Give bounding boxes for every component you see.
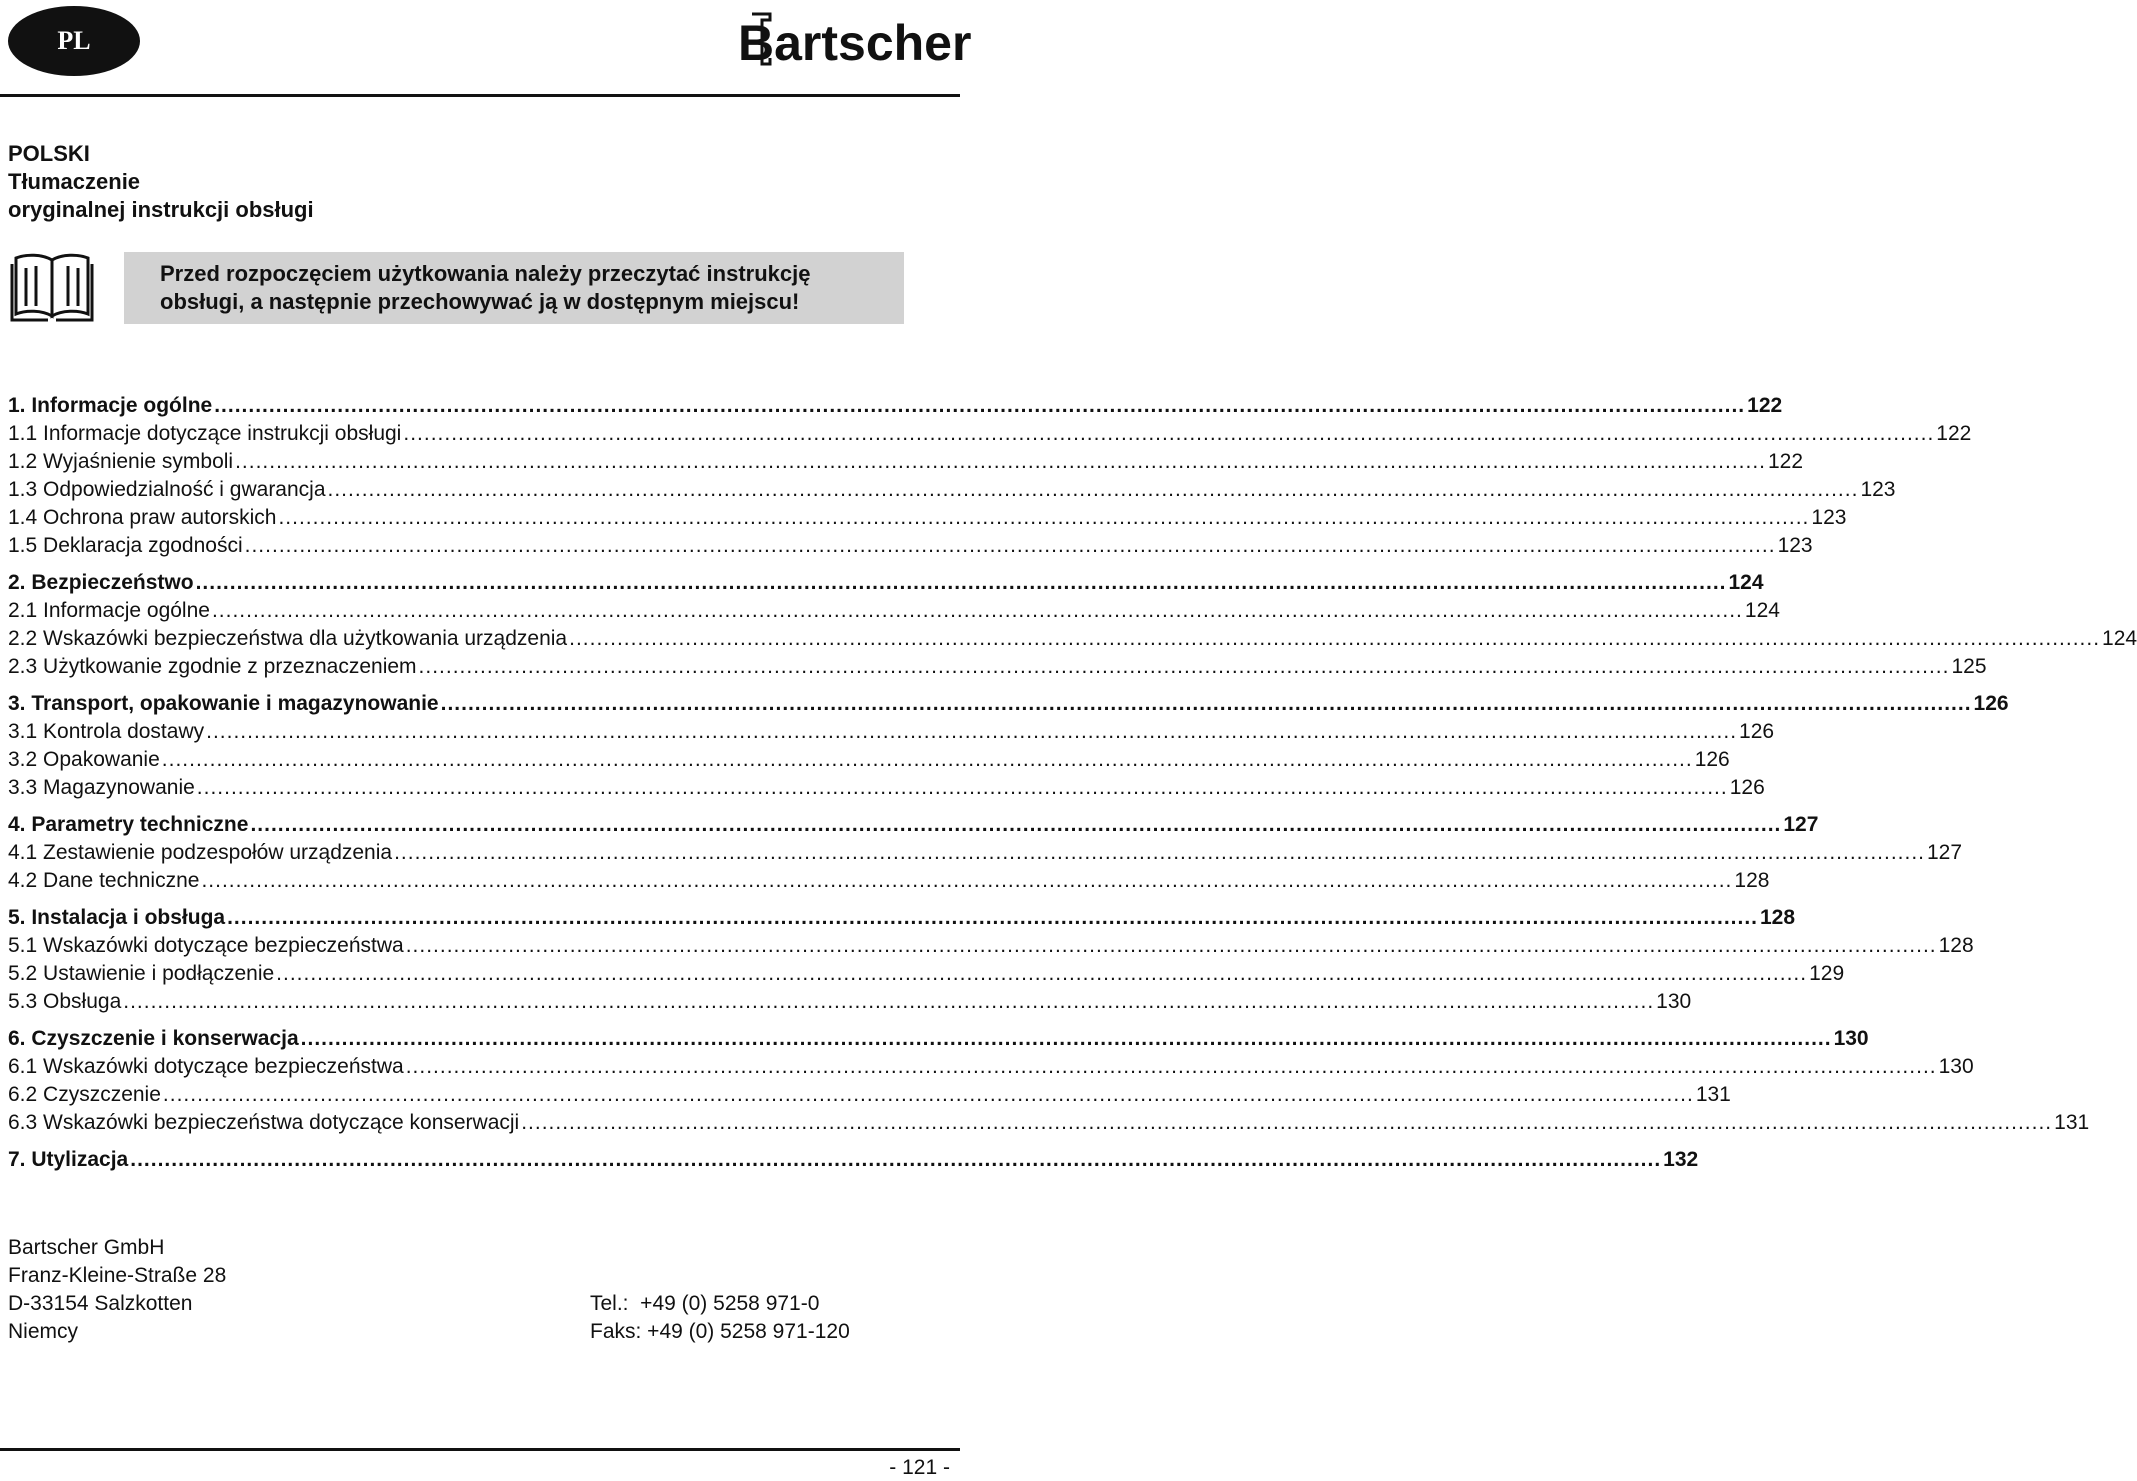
company-fax: Faks: +49 (0) 5258 971-120 bbox=[590, 1320, 850, 1343]
toc-entry-label: 5.3 Obsługa bbox=[8, 990, 122, 1013]
toc-section-row[interactable] bbox=[8, 960, 1845, 988]
toc-leader-dots bbox=[406, 932, 1937, 960]
footer-divider bbox=[0, 1448, 960, 1451]
title-translation: Tłumaczenie bbox=[8, 169, 141, 194]
toc-section-row[interactable] bbox=[8, 932, 1974, 960]
toc-leader-dots bbox=[130, 1146, 1661, 1174]
read-instructions-notice bbox=[124, 252, 904, 324]
table-of-contents bbox=[8, 392, 2137, 1174]
toc-section-row[interactable] bbox=[8, 867, 1770, 895]
toc-section-row[interactable] bbox=[8, 774, 1765, 802]
bartscher-logo bbox=[734, 10, 972, 71]
footer-row bbox=[8, 1262, 952, 1290]
toc-leader-dots bbox=[162, 746, 1693, 774]
toc-entry-label: 5.2 Ustawienie i podłączenie bbox=[8, 962, 275, 985]
toc-leader-dots bbox=[521, 1109, 2052, 1137]
toc-entry-page: 128 bbox=[1760, 906, 1796, 929]
toc-entry-label: 2.2 Wskazówki bezpieczeństwa dla użytkowania urządzenia bbox=[8, 627, 568, 650]
toc-section-row[interactable] bbox=[8, 532, 1813, 560]
toc-entry-page: 123 bbox=[1860, 478, 1896, 501]
company-country: Niemcy bbox=[8, 1320, 79, 1343]
toc-entry-page: 130 bbox=[1833, 1027, 1869, 1050]
toc-entry-page: 125 bbox=[1951, 655, 1987, 678]
toc-leader-dots bbox=[227, 904, 1758, 932]
toc-section-row[interactable] bbox=[8, 1109, 2090, 1137]
toc-section-row[interactable] bbox=[8, 504, 1847, 532]
brand-wordmark: Bartscher bbox=[738, 15, 972, 71]
toc-section-row[interactable] bbox=[8, 653, 1987, 681]
toc-section-row[interactable] bbox=[8, 448, 1804, 476]
notice-line-1: Przed rozpoczęciem użytkowania należy przeczytać instrukcję bbox=[160, 261, 811, 286]
toc-leader-dots bbox=[301, 1025, 1832, 1053]
toc-chapter-row[interactable] bbox=[8, 904, 1796, 932]
toc-section-row[interactable] bbox=[8, 718, 1775, 746]
toc-leader-dots bbox=[328, 476, 1859, 504]
toc-leader-dots bbox=[235, 448, 1766, 476]
toc-chapter-row[interactable] bbox=[8, 1025, 1869, 1053]
toc-entry-label: 1.1 Informacje dotyczące instrukcji obsługi bbox=[8, 422, 402, 445]
toc-entry-page: 131 bbox=[1695, 1083, 1731, 1106]
language-badge bbox=[8, 6, 140, 76]
toc-entry-label: 2.3 Użytkowanie zgodnie z przeznaczeniem bbox=[8, 655, 417, 678]
toc-leader-dots bbox=[123, 988, 1654, 1016]
toc-entry-label: 7. Utylizacja bbox=[8, 1148, 129, 1171]
notice-line-2: obsługi, a następnie przechowywać ją w dostępnym miejscu! bbox=[160, 289, 800, 314]
toc-entry-label: 1.4 Ochrona praw autorskich bbox=[8, 506, 277, 529]
toc-entry-page: 126 bbox=[1694, 748, 1730, 771]
company-city: D-33154 Salzkotten bbox=[8, 1292, 193, 1315]
toc-entry-label: 4. Parametry techniczne bbox=[8, 813, 249, 836]
toc-entry-label: 6.3 Wskazówki bezpieczeństwa dotyczące konserwacji bbox=[8, 1111, 520, 1134]
toc-entry-label: 1.5 Deklaracja zgodności bbox=[8, 534, 243, 557]
toc-leader-dots bbox=[206, 718, 1737, 746]
toc-entry-label: 1.2 Wyjaśnienie symboli bbox=[8, 450, 234, 473]
toc-chapter-row[interactable] bbox=[8, 1146, 1699, 1174]
toc-entry-page: 127 bbox=[1927, 841, 1963, 864]
toc-leader-dots bbox=[276, 960, 1807, 988]
toc-section-row[interactable] bbox=[8, 476, 1896, 504]
toc-leader-dots bbox=[250, 811, 1781, 839]
toc-leader-dots bbox=[394, 839, 1925, 867]
toc-entry-label: 3.3 Magazynowanie bbox=[8, 776, 195, 799]
footer-row bbox=[8, 1290, 952, 1318]
toc-entry-page: 122 bbox=[1936, 422, 1972, 445]
toc-entry-page: 128 bbox=[1734, 869, 1770, 892]
book-icon bbox=[8, 248, 96, 324]
page-number: - 121 - bbox=[889, 1456, 950, 1479]
toc-section-row[interactable] bbox=[8, 988, 1692, 1016]
language-badge-label: PL bbox=[57, 26, 91, 55]
toc-leader-dots bbox=[197, 774, 1728, 802]
toc-leader-dots bbox=[406, 1053, 1937, 1081]
company-address bbox=[8, 1234, 952, 1346]
toc-leader-dots bbox=[245, 532, 1776, 560]
toc-section-row[interactable] bbox=[8, 597, 1780, 625]
toc-entry-page: 122 bbox=[1768, 450, 1804, 473]
toc-leader-dots bbox=[403, 420, 1934, 448]
company-phone: Tel.: +49 (0) 5258 971-0 bbox=[590, 1292, 820, 1315]
header-divider bbox=[0, 94, 960, 97]
toc-entry-page: 130 bbox=[1656, 990, 1692, 1013]
toc-section-row[interactable] bbox=[8, 839, 1963, 867]
toc-entry-page: 130 bbox=[1938, 1055, 1974, 1078]
toc-leader-dots bbox=[212, 597, 1743, 625]
toc-leader-dots bbox=[214, 392, 1745, 420]
toc-entry-page: 123 bbox=[1811, 506, 1847, 529]
toc-chapter-row[interactable] bbox=[8, 811, 1819, 839]
toc-leader-dots bbox=[441, 690, 1972, 718]
toc-entry-label: 3.2 Opakowanie bbox=[8, 748, 160, 771]
toc-entry-label: 6.2 Czyszczenie bbox=[8, 1083, 161, 1106]
footer-row bbox=[8, 1234, 952, 1262]
toc-section-row[interactable] bbox=[8, 625, 2137, 653]
toc-leader-dots bbox=[201, 867, 1732, 895]
toc-entry-page: 124 bbox=[1744, 599, 1780, 622]
company-name: Bartscher GmbH bbox=[8, 1236, 165, 1259]
toc-entry-page: 126 bbox=[1739, 720, 1775, 743]
title-language: POLSKI bbox=[8, 141, 90, 166]
toc-entry-page: 126 bbox=[1729, 776, 1765, 799]
toc-leader-dots bbox=[196, 569, 1727, 597]
toc-entry-page: 122 bbox=[1747, 394, 1783, 417]
toc-entry-label: 6. Czyszczenie i konserwacja bbox=[8, 1027, 299, 1050]
toc-entry-label: 1.3 Odpowiedzialność i gwarancja bbox=[8, 478, 326, 501]
toc-entry-page: 126 bbox=[1973, 692, 2009, 715]
toc-entry-page: 131 bbox=[2054, 1111, 2090, 1134]
toc-chapter-row[interactable] bbox=[8, 569, 1764, 597]
title-original: oryginalnej instrukcji obsługi bbox=[8, 197, 314, 222]
toc-entry-page: 124 bbox=[1728, 571, 1764, 594]
document-title bbox=[8, 140, 314, 224]
toc-leader-dots bbox=[278, 504, 1809, 532]
toc-entry-page: 127 bbox=[1783, 813, 1819, 836]
toc-entry-label: 5.1 Wskazówki dotyczące bezpieczeństwa bbox=[8, 934, 404, 957]
toc-entry-page: 132 bbox=[1663, 1148, 1699, 1171]
toc-leader-dots bbox=[163, 1081, 1694, 1109]
toc-entry-page: 128 bbox=[1938, 934, 1974, 957]
toc-chapter-row[interactable] bbox=[8, 392, 1783, 420]
toc-section-row[interactable] bbox=[8, 1053, 1974, 1081]
company-street: Franz-Kleine-Straße 28 bbox=[8, 1264, 227, 1287]
toc-entry-label: 4.1 Zestawienie podzespołów urządzenia bbox=[8, 841, 393, 864]
toc-entry-label: 4.2 Dane techniczne bbox=[8, 869, 200, 892]
toc-entry-label: 1. Informacje ogólne bbox=[8, 394, 213, 417]
toc-entry-page: 124 bbox=[2102, 627, 2137, 650]
toc-chapter-row[interactable] bbox=[8, 690, 2009, 718]
toc-section-row[interactable] bbox=[8, 746, 1730, 774]
toc-leader-dots bbox=[569, 625, 2100, 653]
toc-entry-label: 3.1 Kontrola dostawy bbox=[8, 720, 205, 743]
toc-entry-label: 2. Bezpieczeństwo bbox=[8, 571, 194, 594]
toc-entry-label: 6.1 Wskazówki dotyczące bezpieczeństwa bbox=[8, 1055, 404, 1078]
toc-section-row[interactable] bbox=[8, 1081, 1731, 1109]
toc-entry-page: 123 bbox=[1777, 534, 1813, 557]
toc-entry-label: 2.1 Informacje ogólne bbox=[8, 599, 210, 622]
toc-entry-label: 3. Transport, opakowanie i magazynowanie bbox=[8, 692, 439, 715]
toc-section-row[interactable] bbox=[8, 420, 1972, 448]
toc-leader-dots bbox=[419, 653, 1950, 681]
footer-row bbox=[8, 1318, 952, 1346]
toc-entry-page: 129 bbox=[1809, 962, 1845, 985]
toc-entry-label: 5. Instalacja i obsługa bbox=[8, 906, 226, 929]
